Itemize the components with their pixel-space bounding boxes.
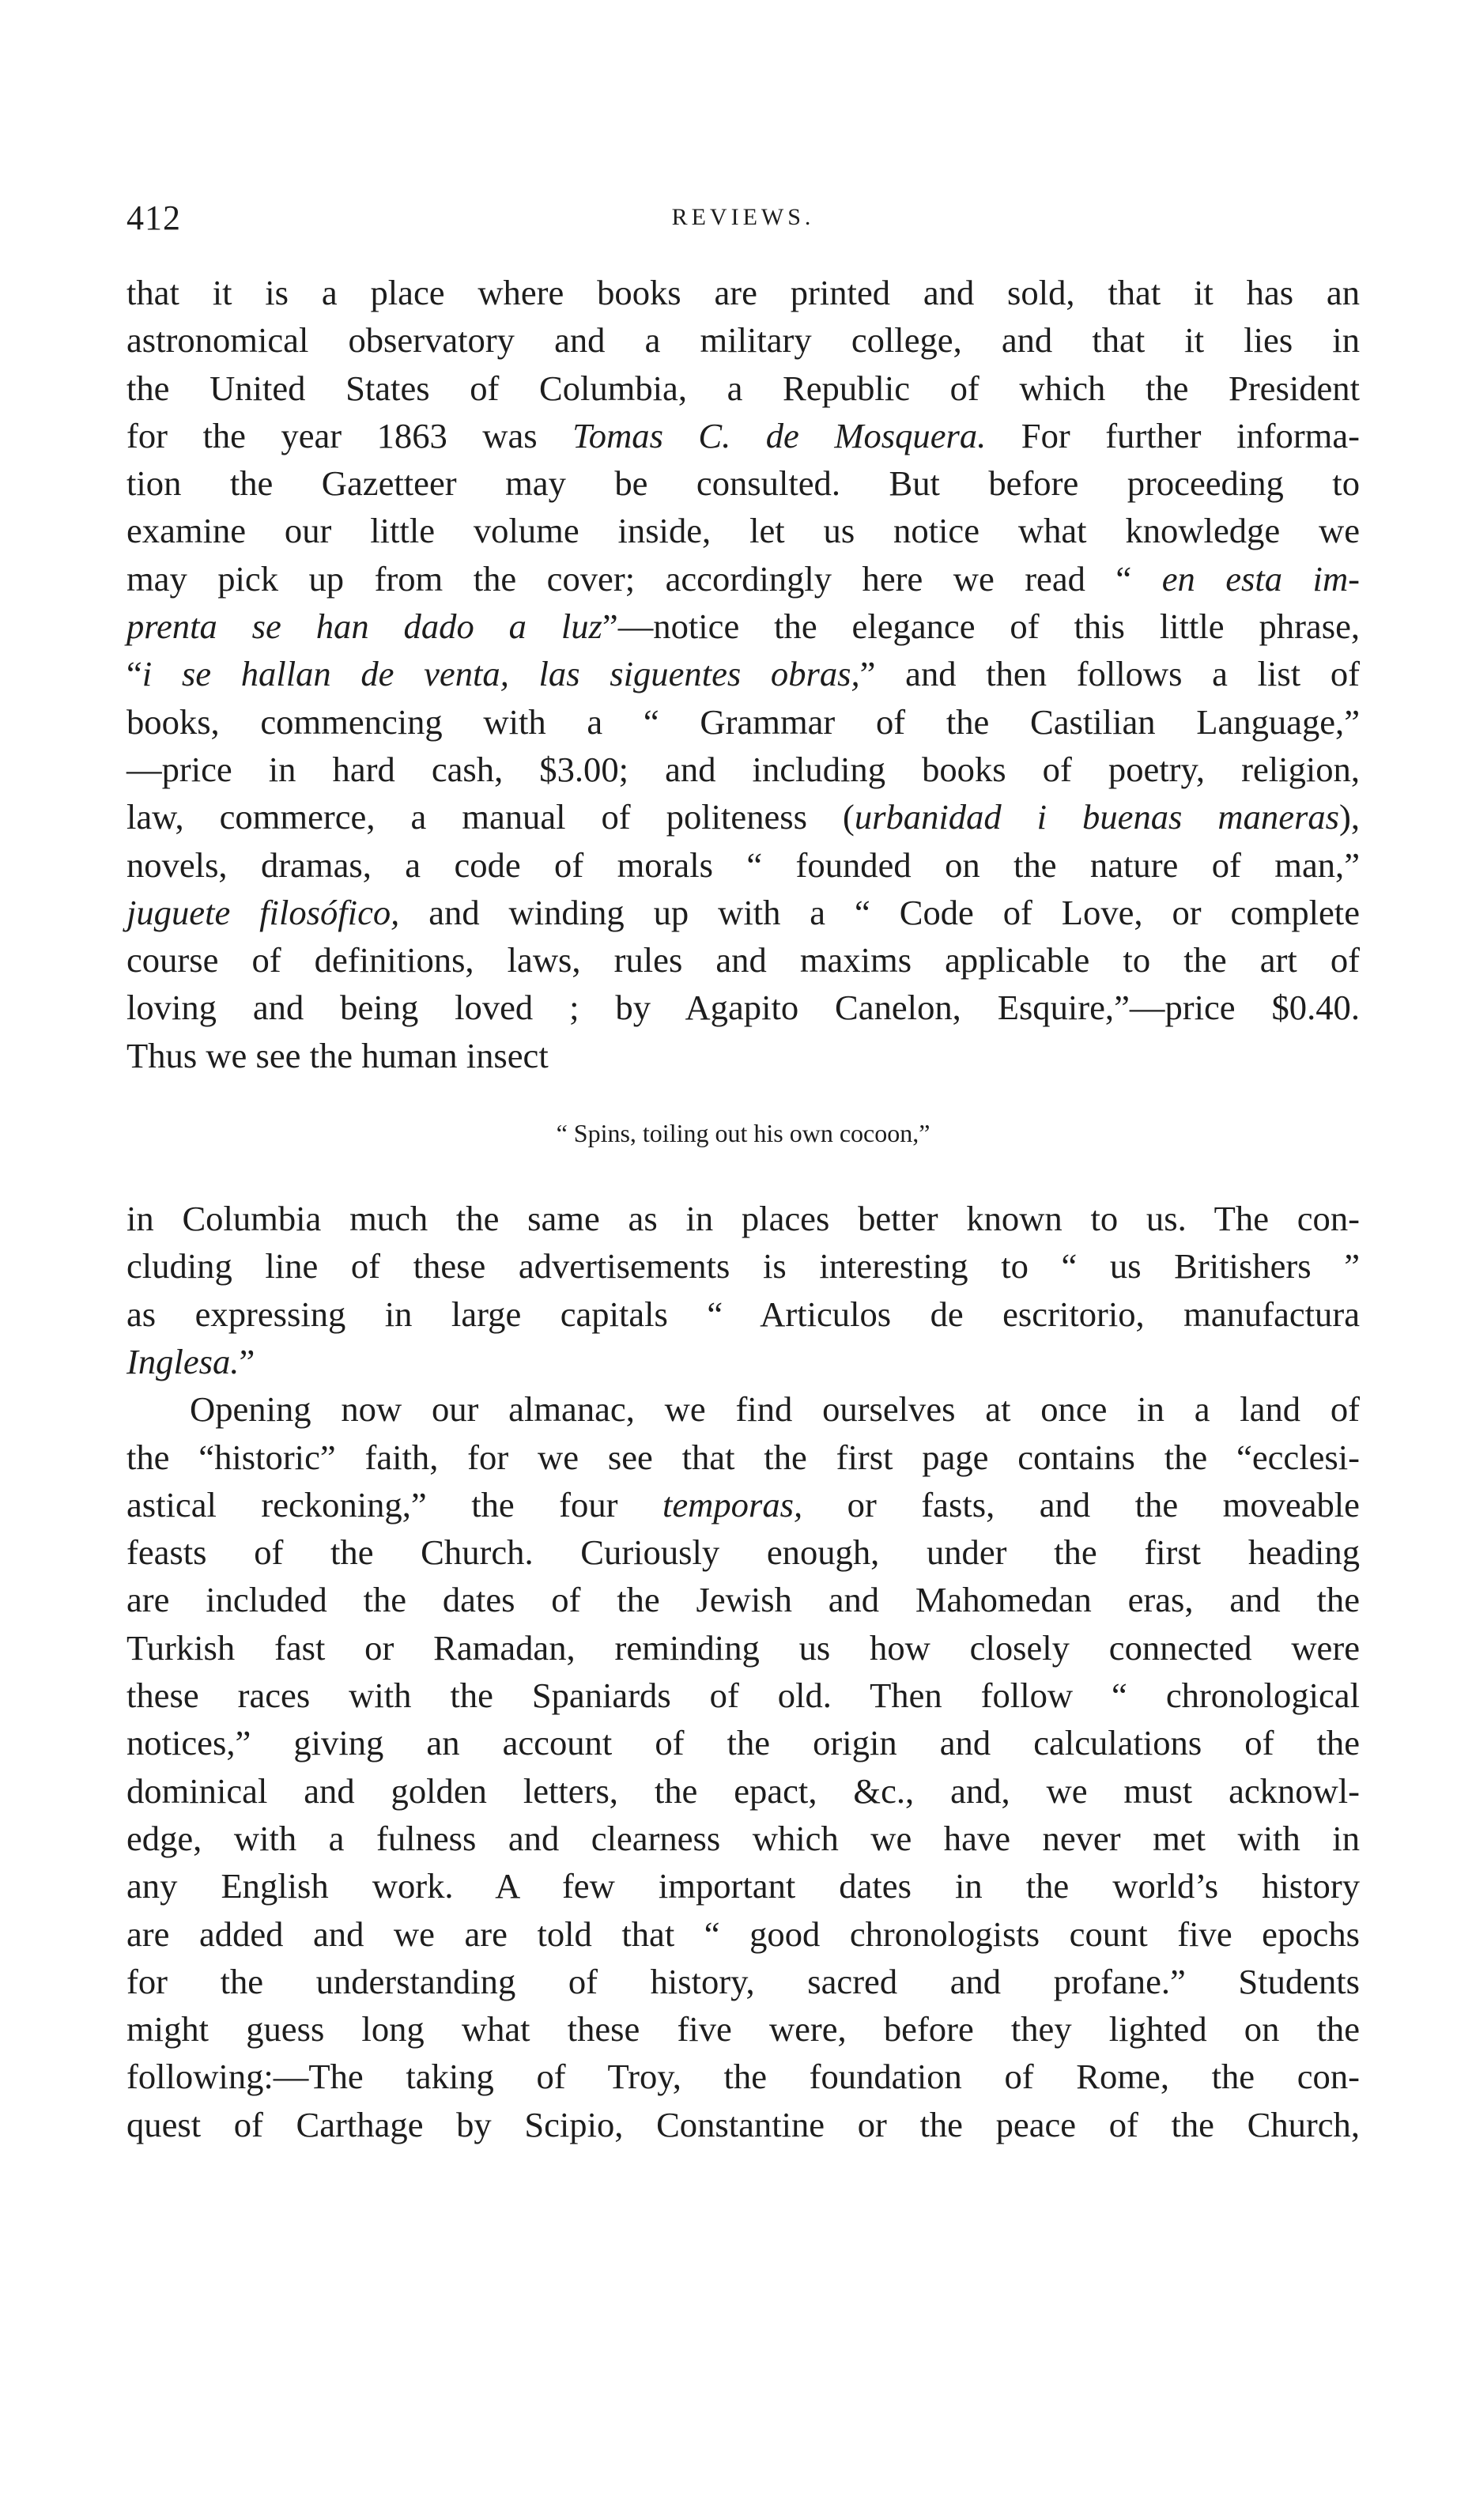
text-line: loving and being loved ; by Agapito Canelon, Esquire,”—price $0.40. — [126, 988, 1360, 1028]
text-line: the United States of Columbia, a Republic of which the President — [126, 368, 1360, 408]
text-line: novels, dramas, a code of morals “ founded on the nature of man,” — [126, 844, 1360, 885]
text-line: cluding line of these advertisements is interesting to “ us Britishers ” — [126, 1246, 1360, 1286]
text-line: following:—The taking of Troy, the foundation of Rome, the con- — [126, 2057, 1360, 2097]
text-line: “i se hallan de venta, las siguentes obras,” and then follows a list of — [126, 654, 1360, 694]
text-line: are added and we are told that “ good chronologists count five epochs — [126, 1914, 1360, 1954]
text-line: Turkish fast or Ramadan, reminding us how closely connected were — [126, 1627, 1360, 1668]
text-line: Inglesa.” — [126, 1341, 255, 1381]
italic-spanish: Inglesa. — [126, 1341, 240, 1381]
italic-spanish: i se hallan de venta, las siguentes obras, — [142, 654, 860, 694]
text-line: are included the dates of the Jewish and Mahomedan eras, and the — [126, 1580, 1360, 1620]
text-line: for the understanding of history, sacred and profane.” Students — [126, 1961, 1360, 2001]
text-line: astical reckoning,” the four temporas, or fasts, and the moveable — [126, 1484, 1360, 1524]
text-line: as expressing in large capitals “ Articulos de escritorio, manufactura — [126, 1294, 1360, 1334]
text-line: the “historic” faith, for we see that the first page contains the “ecclesi- — [126, 1437, 1360, 1477]
text-line: —price in hard cash, $3.00; and including books of poetry, religion, — [126, 749, 1360, 789]
text-line: tion the Gazetteer may be consulted. But before proceeding to — [126, 463, 1360, 504]
text-line: juguete filosófico, and winding up with a “ Code of Love, or complete — [126, 892, 1360, 932]
running-title: REVIEWS. — [671, 204, 815, 230]
italic-spanish: prenta se han dado a luz — [126, 606, 602, 647]
running-head — [126, 198, 1360, 245]
text-line: feasts of the Church. Curiously enough, under the first heading — [126, 1532, 1360, 1573]
text-line: astronomical observatory and a military college, and that it lies in — [126, 320, 1360, 361]
text-line: dominical and golden letters, the epact, &c., and, we must acknowl- — [126, 1770, 1360, 1811]
text-line: Thus we see the human insect — [126, 1035, 549, 1075]
text-line: quest of Carthage by Scipio, Constantine or the peace of the Church, — [126, 2104, 1360, 2144]
text-line: any English work. A few important dates in the world’s history — [126, 1866, 1360, 1906]
italic-spanish: en esta im- — [1161, 558, 1361, 599]
page-number: 412 — [126, 198, 181, 237]
text-line: that it is a place where books are printed and sold, that it has an — [126, 273, 1360, 312]
text-line: may pick up from the cover; accordingly here we read “ en esta im- — [126, 558, 1361, 599]
italic-name: Tomas C. de Mosquera. — [572, 415, 987, 455]
text-line: course of definitions, laws, rules and maxims applicable to the art of — [126, 940, 1360, 980]
paragraph-3 — [126, 1385, 1360, 2148]
verse-quote: “ Spins, toiling out his own cocoon,” — [556, 1119, 930, 1148]
text-line: for the year 1863 was Tomas C. de Mosquera. For further informa- — [126, 415, 1360, 455]
paragraph-2 — [126, 1195, 1360, 1385]
text-line: these races with the Spaniards of old. Then follow “ chronological — [126, 1676, 1360, 1716]
italic-spanish: temporas, — [662, 1484, 803, 1524]
text-line: notices,” giving an account of the origin and calculations of the — [126, 1723, 1360, 1763]
text-line: in Columbia much the same as in places better known to us. The con- — [126, 1199, 1360, 1239]
text-line: examine our little volume inside, let us notice what knowledge we — [126, 511, 1360, 551]
book-page — [126, 198, 1360, 2148]
text-line: books, commencing with a “ Grammar of the Castilian Language,” — [126, 701, 1360, 742]
paragraph-1 — [126, 269, 1360, 1079]
italic-spanish: juguete filosófico, — [126, 892, 400, 932]
text-line: edge, with a fulness and clearness which we have never met with in — [126, 1818, 1360, 1858]
text-line: Opening now our almanac, we find ourselves at once in a land of — [190, 1389, 1360, 1430]
text-line: might guess long what these five were, before they lighted on the — [126, 2009, 1360, 2050]
text-line: prenta se han dado a luz”—notice the elegance of this little phrase, — [126, 606, 1361, 647]
text-line: law, commerce, a manual of politeness (urbanidad i buenas maneras), — [126, 797, 1360, 837]
italic-spanish: urbanidad i buenas maneras — [854, 797, 1339, 837]
